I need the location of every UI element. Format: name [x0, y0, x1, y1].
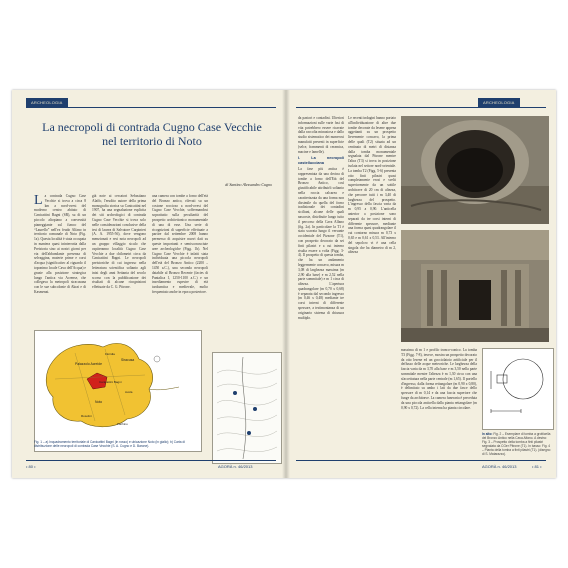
right-column-3: massima di m 1 e profilo tronco-conico. La tomba T3 (Figg. 7-8), invece, mostra un prospetto decorato da otto lesene ed un gocciolatoio artificiale per il deflusso delle acque meteoriche. Le larghezza della fascia varia da m 3,70 alla base e m 3,50 nella parte sommitale mentre l'altezza è m 1,30 circa con una sfaccettatura nella parte centrale (m 1,65). Il portello d'ingresso, dalla forma rettangolare (m 0,90 x 0,80), è delimitato su ambo i lati da due fasce dello spessore di m 0,14 e da una fascia superiore che funge da architrave. La camera funeraria è preceduta da una piccola anticella dalla pianta rettangolare (m 0,90 x 0,72). La cella interna ha pianta circolare.: [401, 348, 477, 410]
right-column-1-body: La fase più antica è rappresentata da una decina di tombe a forno dell'Età del Bronzo Antico, così giustificabile attribuirli soltanto nella roccia calcarea e caratterizzata da una forma non dissimile da quella del forno tradizionale dei contadini siciliani, alcune delle quali nascoste, distribuite lungo tutto il percorso della Cava Alfano (fig. 2a). In particolare la T1 è stata scavata lungo il versante occidentale del Pizzone (T1), con prospetto decorato da sei finti pilastri e a cui interno risulta essere a volta (Figg. 3-4). Il prospetto di questa tomba, che ha un andamento leggermente concavo, misura m 3,08 di larghezza massima (m 2,90 alla base) e m 2,52 nella parte sommitale) e m 1 circa di altezza. L'apertura quadrangolare (m 0,70 x 0,68) è separata dal secondo ingresso (m 0,46 x 0,48) mediante tre corsi interni di differente spessore, a testimonianza di un originario sistema di chiusura multiplo.: [298, 166, 344, 320]
page-number-right: • 81 •: [532, 464, 542, 469]
section-heading: I. La necropoli castellucciana: [298, 156, 344, 166]
tomb-plan-figure: [482, 348, 554, 430]
right-figure-caption: [482, 432, 552, 456]
left-column-3: una camera con tombe a forno dell'età del Bronzo antico, rilevati su un costone roccioso a nord-ovest del Cugno Case Vecchie, soffermandosi soprattutto sulla peculiarità del prospetto architettonico monumentale di una di esse. Una serie di ricognizioni di superficie effettuate a partire dal settembre 2008 hanno permesso di acquisire nuovi dati su queste importanti e semisconosciute aree archeologiche (Figg. 1b). Nel Cugno Case Vecchie è infatti stata individuata una piccola necropoli dell'età del Bronzo Antico (2200 – 1450 a.C.), una seconda necropoli databile al Bronzo Recente (facies di Pantalica I, 1250-1100 a.C.) e un insediamento rupestre di età tardoantica e medievale, molto frequentato anche in epoca posteriore.: [152, 194, 208, 294]
territory-map: [35, 331, 201, 437]
author-byline: di Santino Alessandro Cugno: [225, 182, 272, 187]
cave-tomb-photo: [401, 116, 549, 224]
right-column-2: Le recenti indagini hanno portato all'individuazione di altre due tombe decorate da lesene appena aggettanti su un prospetto lievemente concavo, la prima delle quali (T2) situata ad un centinaio di metri di distanza dalla tomba monumentale segnalata dal Pitrone mentre l'altra (T3) si trova in posizione isolata nel settore nord-orientale. La tomba T2 (Figg. 5-6) presenta otto finti pilastri quasi completamente erosi e svelti superiormente da un sottile architrave di 20 cm di altezza, che percorre tutti i m 3,40 di larghezza del prospetto. L'ingresso della fascia varia da m 0,95 a 0,90. L'anticella anterior a posizione sono separati da tre corsi interni di differente spessore, mediante una forma quasi quadrangolare il cui contorno misura m 0,73 x 0,65 e m 0,61 x 0,53. All'interno del sepolcro vi è una cella singola che ha diametro di m 2, altezza: [348, 116, 396, 255]
site-marker: [247, 431, 251, 435]
pillared-tomb-photo: [401, 230, 549, 342]
map-label: Palazzolo Acreide: [75, 362, 102, 366]
right-column-1: [298, 116, 344, 446]
map-label: Rosolini: [81, 414, 92, 418]
page-gutter: [282, 90, 290, 478]
map-label: Siracusa: [121, 358, 135, 362]
map-label: Floridia: [105, 352, 115, 356]
article-title: [32, 120, 272, 148]
left-column-1-text: a contrada Cugno Case Vecchie si trova a circa 8 km a nord-ovest del moderno centro abitato di Canicattini Bagni (SR), su di un piccolo altopiano a convessità pianeggiante sul fianco del “Laurello” nell'ex feudo Alfano in territorio comunale di Noto (Fig. 1a). Questa località è stata occupata in maniera quasi ininterrotta dalla Preistoria sino ai nostri giorni per via dell'abbondante presenza di selvaggina, materie prime e corsi d'acqua (significativo al riguardo il toponimo locale Cava dell'Acqua) e grazie alla posizione strategica lungo l'antica via Acrense, che collegava la metropoli siracusana con le sue subcolonie di Akrai e di Kasmenai.: [34, 194, 86, 294]
territory-map-figure: [34, 330, 202, 452]
map-label: Avola: [125, 390, 133, 394]
drop-cap: L: [34, 194, 43, 208]
title-line-2: nel territorio di Noto: [102, 134, 202, 148]
page-number-left: • 80 •: [26, 464, 36, 469]
section-tab-left: ARCHEOLOGIA: [26, 98, 68, 107]
site-marker: [233, 391, 237, 395]
caption-body: Fig. 2 – Esemplare di tomba a grotticella del Bronzo Antico nella Cava Alfano. A destra: Fig. 3 – Prospetto della tomba a finti pilastri segnalata da CGer Pitrone (T1). In basso: Fig. 4 – Pianta della tomba a finti pilastri (T1). (disegno di S. Matarazzo).: [482, 432, 551, 456]
left-column-2: già note ai cercatori Sebastiano Alaffo, l'erudito autore della prima monografia storica su Canicattini nel 1907, ha una segnalazione esplicita dei siti archeologici di contrada Cugno Case Vecchie si trova solo nelle considerazioni conclusive della tesi di laurea di Salvatore Carpinteri (A. A. 1955-56), dove vengono menzionati e resi nota necropoli ad un gruppo villaggio siculo che ospiteranno località Cugno Case Vecchie a due chilometri circa da Canicattini Bagni. Le necropoli preistoriche di cui ingresso nella letteratura scientifica soltanto agli inizi degli anni Settanta del secolo scorso con la pubblicazione dei risultati di alcune ricognizioni effettuate da C. G. Pitrone.: [92, 194, 146, 290]
tomb-doorway: [459, 280, 491, 320]
section-tab-right: ARCHEOLOGIA: [478, 98, 520, 107]
caption-heading: In alto:: [482, 432, 493, 436]
title-line-1: La necropoli di contrada Cugno Case Vecchie: [42, 120, 262, 134]
right-column-1-intro: da pastori e contadini. Ulteriori informazioni sulle varie fasi di vita potrebbero essere ricavate dalla raccolta minuziosa e dallo studio sistematico dei numerosi manufatti presenti in superficie (selce, frammenti di ceramica, macine e lamelle).: [298, 116, 344, 154]
top-rule-left: [26, 107, 276, 108]
magazine-footer-left: AGORÀ n. 46/2013: [218, 464, 253, 469]
footer-rule-right: [296, 460, 546, 461]
top-rule-right: [296, 107, 546, 108]
left-column-1: [34, 194, 86, 326]
map-label: Noto: [95, 400, 103, 404]
footer-rule-left: [26, 460, 276, 461]
site-marker: [253, 407, 257, 411]
map-caption: Fig. 1 – a) Inquadramento territoriale di Canicattini Bagni (in rosso) e ubicazione Noto (in giallo); b) Carta di distribuzione delle necropoli di contrada Case Vecchie (S. A. Cugno e D. Barone).: [34, 440, 185, 448]
map-label: Pachino: [117, 422, 128, 426]
magazine-spread: [12, 90, 556, 478]
map-label: Canicattini Bagni: [99, 380, 122, 384]
distribution-plan-figure: [212, 352, 282, 464]
magazine-footer-right: AGORÀ n. 46/2013: [482, 464, 517, 469]
distribution-plan: [213, 353, 281, 463]
